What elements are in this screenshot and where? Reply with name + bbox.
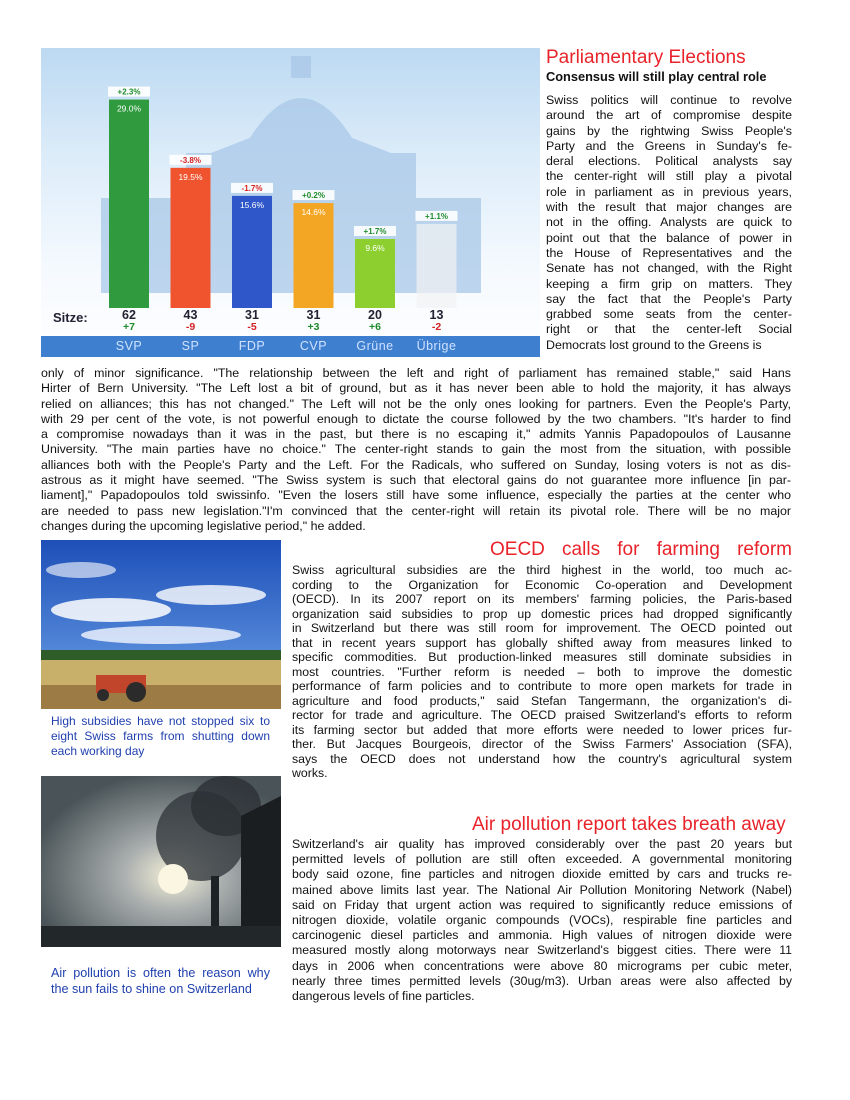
article1-line: Hirter of Bern University. "The Left lost a bit of ground, but as it has never been able to hold the majority, it has always xyxy=(41,381,791,396)
change-label: +2.3% xyxy=(117,87,141,97)
article1-headline: Parliamentary Elections xyxy=(546,47,746,68)
article1-line: Senate has not changed, with the Right xyxy=(546,261,792,276)
party-label: Grüne xyxy=(356,339,394,353)
farm-photo-caption: High subsidies have not stopped six to eight Swiss farms from shutting down each working day xyxy=(51,714,270,758)
seat-count: 31 xyxy=(245,308,259,322)
article2-line: in Switzerland but there was still room for improvement. The OECD pointed out xyxy=(292,621,792,635)
value-label: 14.6% xyxy=(301,207,326,218)
article1-column-text xyxy=(546,93,792,353)
article1-line: right or that the center-left Social xyxy=(546,322,792,337)
seat-count: 43 xyxy=(183,308,198,322)
article1-line: alliances both with the People's Party and the Left. For the Radicals, who suffered on Sunday, losing voters is not as dis- xyxy=(41,457,791,472)
article1-line: role in parliament as in previous years, xyxy=(546,184,792,199)
article2-line: performance of farm policies and to contribute to more open markets for trade in xyxy=(292,679,792,693)
seat-change: -5 xyxy=(247,321,257,333)
article1-line: grabbed some seats from the center- xyxy=(546,307,792,322)
bar-sp xyxy=(171,168,211,308)
article1-body-text xyxy=(41,366,791,534)
article1-line: with the result that major changes are xyxy=(546,200,792,215)
party-label: SP xyxy=(181,339,200,353)
article3-line: measured mostly along motorways near Switzerland's biggest cities. There were 11 xyxy=(292,943,792,958)
seats-row-label: Sitze: xyxy=(53,310,88,325)
article3-line: carcinogenic diesel particles and ammonia. High values of nitrogen dioxide were xyxy=(292,928,792,943)
seat-count: 62 xyxy=(122,308,136,322)
article3-body-text xyxy=(292,837,792,1004)
article2-line: says the OECD does not understand how the country's agricultural system xyxy=(292,751,792,766)
article2-line: that in recent years support has globally shifted away from measures linked to xyxy=(292,635,792,650)
article1-line: a compromise nowadays than it was in the past, but there is no escaping it," admits Yannis Papadopoulos of Lausanne xyxy=(41,427,791,442)
value-label: 15.6% xyxy=(239,199,265,210)
change-label: -3.8% xyxy=(180,155,201,165)
value-label: 9.6% xyxy=(365,243,385,253)
value-label: 19.5% xyxy=(178,171,203,182)
article1-line: deral elections. Political analysts say xyxy=(546,154,792,169)
article1-line: say the fact that the People's Party xyxy=(546,291,792,306)
article2-body-text xyxy=(292,563,792,781)
article1-line: the House of Representatives and the xyxy=(546,245,792,260)
article3-headline: Air pollution report takes breath away xyxy=(472,814,786,835)
article1-line: liament]," Papadopoulos told swissinfo. "Even the losers still have some influence, especially the parties at the center who xyxy=(41,488,791,503)
article1-line: University. "The main parties have no choice." The center-right stands to gain the most from the situation, with possible xyxy=(41,442,791,457)
seat-change: +6 xyxy=(369,321,381,333)
change-label: -1.7% xyxy=(241,183,263,193)
party-label: Übrige xyxy=(416,339,457,353)
article3-line: dangerous levels of fine particles. xyxy=(292,988,475,1003)
value-label: 29.0% xyxy=(116,103,142,114)
article3-line: mained above limits last year. The National Air Pollution Monitoring Network (Nabel) xyxy=(292,882,792,897)
article2-line: Swiss agricultural subsidies are the third highest in the world, too much ac- xyxy=(292,563,792,577)
seat-count: 20 xyxy=(368,308,382,322)
article3-line: said on Friday that urgent action was required to significantly reduce emissions of xyxy=(292,897,792,912)
article2-line: most countries. "Further reform is needed – both to improve the domestic xyxy=(292,664,792,679)
article1-line: are needed to pass new legislation."I'm convinced that the center-right will retain its pivotal role. There will be no major xyxy=(41,503,791,518)
pollution-photo-caption: Air pollution is often the reason why the sun fails to shine on Switzerland xyxy=(51,966,270,996)
party-label: FDP xyxy=(238,339,266,353)
article2-line: works. xyxy=(292,766,328,780)
bar-übrige xyxy=(417,224,457,308)
seat-change: -9 xyxy=(185,321,196,333)
article2-headline: OECD calls for farming reform xyxy=(490,539,792,560)
seat-change: +3 xyxy=(307,321,320,333)
article1-line: point out that the balance of power in xyxy=(546,230,792,245)
article3-line: days in 2006 when concentrations were above 80 micrograms per cubic meter, xyxy=(292,958,792,973)
election-results-chart xyxy=(41,48,540,357)
change-label: +1.7% xyxy=(363,227,387,236)
article2-line: its farming sector but added that more efforts were needed to lower prices fur- xyxy=(292,722,792,737)
article1-line: Democrats lost ground to the Greens is xyxy=(546,337,762,352)
article2-line: (OECD). In its 2007 report on its members' farming policies, the Paris-based xyxy=(292,592,792,606)
bar-cvp xyxy=(294,203,334,308)
farm-tractor-photo xyxy=(41,540,281,709)
seat-count: 13 xyxy=(429,308,444,322)
article3-line: nearly three times permitted levels (30ug/m3). Urban areas were also affected by xyxy=(292,973,792,988)
article1-line: only of minor significance. "The relationship between the left and right of parliament has remained stable," said Hans xyxy=(41,366,791,380)
article1-line: with 29 per cent of the vote, is not powerful enough to dictate the course followed by the two chambers. "It's harder to find xyxy=(41,411,791,426)
article2-line: agriculture and food products," said Stefan Tangermann, the organization's di- xyxy=(292,693,792,708)
article1-line: not in the offing. Analysts are quick to xyxy=(546,215,792,230)
seat-change: -2 xyxy=(431,321,442,333)
article2-line: cording to the Organization for Economic Co-operation and Development xyxy=(292,577,792,592)
article3-line: Switzerland's air quality has improved considerably over the past 20 years but xyxy=(292,837,792,851)
article1-line: changes during the upcoming legislative period," he added. xyxy=(41,518,366,533)
party-label: CVP xyxy=(299,339,328,353)
article1-line: gains by the rightwing Swiss People's xyxy=(546,123,792,138)
change-label: +0.2% xyxy=(302,191,325,201)
article2-line: rector for trade and agriculture. The OECD praised Switzerland's efforts to reform xyxy=(292,708,792,722)
article1-line: around the art of compromise despite xyxy=(546,108,792,123)
party-label: SVP xyxy=(115,339,143,353)
article2-line: specific commodities. But production-linked measures still dominate subsidies in xyxy=(292,650,792,664)
article1-line: relied on alliances; this has not changed." The Left will not be the only ones looking for partners. Even the People's Party, xyxy=(41,396,791,411)
article3-line: permitted levels of pollution are still often exceeded. A governmental monitoring xyxy=(292,852,792,867)
article1-line: Party and the Greens in Sunday's fe- xyxy=(546,138,792,153)
article1-line: Swiss politics will continue to revolve xyxy=(546,93,792,107)
party-axis-bar xyxy=(41,336,540,357)
seat-count: 31 xyxy=(306,308,321,322)
article2-line: ther. But Jacques Bourgeois, director of the Swiss Farmers' Association (SFA), xyxy=(292,737,792,751)
article3-line: body said ozone, fine particles and nitrogen dioxide emitted by cars and trucks re- xyxy=(292,867,792,882)
article3-line: nitrogen dioxide, volatile organic compounds (VOCs), respirable fine particles and xyxy=(292,912,792,927)
smokestack-pollution-photo xyxy=(41,776,281,947)
article1-line: the center-right will still play a pivotal xyxy=(546,169,792,184)
article1-line: keeping a firm grip on matters. They xyxy=(546,276,792,291)
bar-svp xyxy=(109,100,149,308)
bar-fdp xyxy=(232,196,272,308)
article2-line: organization said subsidies to prop up domestic prices had dropped significantly xyxy=(292,606,792,621)
article1-subheadline: Consensus will still play central role xyxy=(546,69,767,84)
seat-change: +7 xyxy=(123,321,135,333)
change-label: +1.1% xyxy=(425,211,448,221)
article1-line: astrous as it might have seemed. "The Swiss system is such that electoral gains do not guarantee more influence [in par- xyxy=(41,473,791,488)
